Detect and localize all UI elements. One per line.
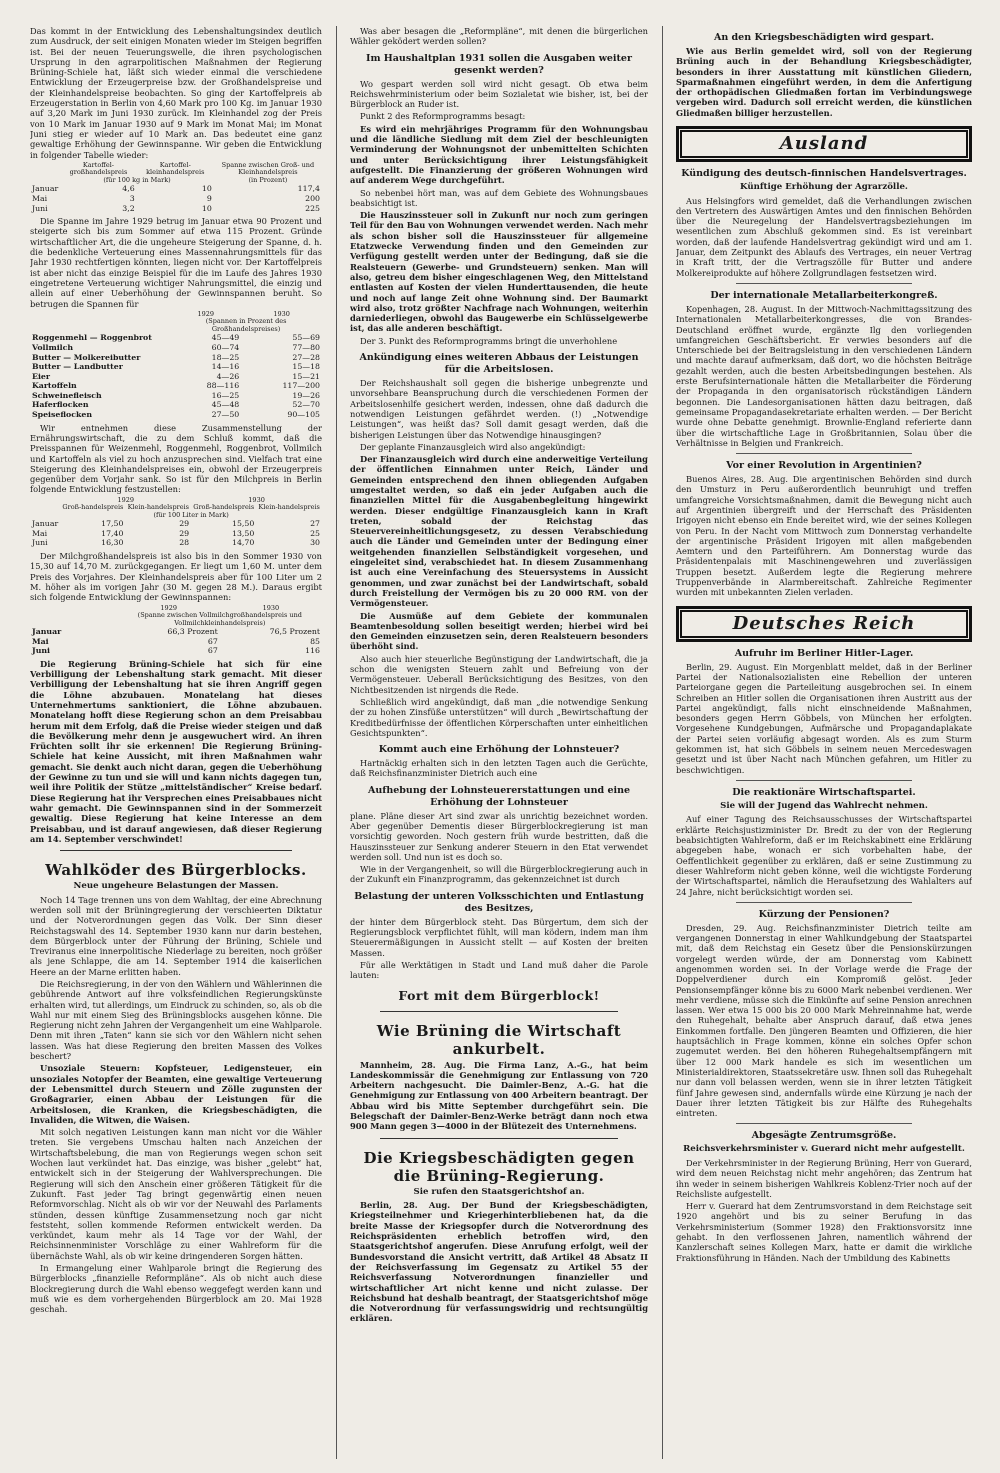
paragraph: Berlin, 28. Aug. Der Bund der Kriegsbeschädigten, Kriegsteilnehmer und Kriegerhinterbliebenen hat, da die breite Masse der Kriegsopfer durch die Notverordnung des Reichspräsidenten erheblich betroffen wird, den Staatsgerichtshof angerufen. Diese Anrufung erfolgt, weil der Bundesvorstand die Ansicht vertritt, daß Artikel 48 Absatz II der Reichsverfassung im Gegensatz zu Artikel 55 der Reichsverfassung Notverordnungen finanzieller und wirtschaftlicher Art nicht kenne und nicht zulasse. Der Reichsbund hat deshalb beantragt, der Staatsgerichtshof möge die Notverordnung für verfassungswidrig und rechtsungültig erklären.: [350, 1200, 648, 1324]
section-heading: Kündigung des deutsch-finnischen Handelsvertrages.: [681, 168, 967, 180]
divider: [736, 902, 912, 903]
paragraph: Die Ausmüße auf dem Gebiete der kommunalen Beamtenbesoldung sollen beseitigt werden; hierbei wird bei den Gemeinden einzusetzen sein, deren Realsteuern besonders überhöht sind.: [350, 610, 648, 652]
column-middle: [350, 26, 648, 1459]
paragraph: Für alle Werktätigen in Stadt und Land muß daher die Parole lauten:: [350, 959, 648, 981]
paragraph: Das kommt in der Entwicklung des Lebenshaltungsindex deutlich zum Ausdruck, der seit einigen Monaten wieder im Steigen begriffen ist. Bei der neuen Teuerungswelle, die ihren psychologischen Ursprung in den agrarpolitischen Maßnahmen der Regierung Brüning-Schiele hat, läßt sich wieder einmal die verschiedene Entwicklung der Erzeugerpreise bzw. der Großhandelspreise und der Kleinhandelspreise beobachten. So ging der Kartoffelpreis ab Erzeugerstation in Berlin von 4,60 Mark pro 100 Kg. im Januar 1930 auf 3,20 Mark im Juni 1930 zurück. Im Kleinhandel zog der Preis von 10 Mark im Januar 1930 auf 9 Mark im Monat Mai; im Monat Juni stieg er wieder auf 10 Mark an. Das bedeutet eine ganz gewaltige Erhöhung der Gewinnspanne. Wir geben die Entwicklung in folgender Tabelle wieder:: [30, 26, 322, 160]
column-rule: [662, 26, 663, 1459]
table-row: Kartoffeln 88—116 117—200: [32, 381, 320, 391]
table-header: Kartoffel-kleinhandelspreis: [146, 160, 205, 177]
table-row: Eier 4—26 15—21: [32, 371, 320, 381]
paragraph: Mannheim, 28. Aug. Die Firma Lanz, A.-G., hat beim Landeskommissär die Genehmigung zur Entlassung von 720 Arbeitern nachgesucht. Die Daimler-Benz, A.-G. hat die Genehmigung zur Entlassung von 400 Arbeitern beantragt. Der Abbau wird bis Mitte September durchgeführt sein. Die Belegschaft der Daimler-Benz-Werke beträgt dann noch etwa 900 Mann gegen 3—4000 in der Blütezeit des Unternehmens.: [350, 1059, 648, 1132]
section-heading: Im Haushaltplan 1931 sollen die Ausgaben weiter gesenkt werden?: [366, 52, 632, 76]
table-row: Schweinefleisch 16—25 19—26: [32, 390, 320, 400]
table-header: Groß-handelspreis: [62, 503, 124, 512]
paragraph: Die Reichsregierung, in der von den Wählern und Wählerinnen die gebührende Antwort auf ihre volksfeindlichen Regierungskünste erhalten wird, tut allerdings, um Eindruck zu schinden, so, als ob die Wahl nur mit einem Sieg des Brüningsblocks ausgehen könne. Die Regierung nicht zehn Jahren der Vergangenheit um eine Wahlparole. Denn mit ihren „Taten“ kann sie sich vor den Wählern nicht sehen lassen. Was hat diese Regierung den breiten Massen des Volkes beschert?: [30, 979, 322, 1062]
paragraph: Auf einer Tagung des Reichsausschusses der Wirtschaftspartei erklärte Reichsjustizminister Dr. Bredt zu der von der Regierung beabsichtigten Wahlreform, daß er im Reichskabinett eine Erklärung abgegeben habe, wonach er sich vorbehalten habe, der Oeffentlichkeit gegenüber zu erklären, daß er seine Zustimmung zu dieser Wahlreform nicht geben könne, weil die wichtigste Forderung der Wirtschaftspartei, nämlich die Heraufsetzung des Wahlalters auf 24 Jahre, nicht berücksichtigt worden sei.: [676, 814, 972, 897]
paragraph: Der Milchgroßhandelspreis ist also bis in den Sommer 1930 von 15,30 auf 14,70 M. zurückgegangen. Er liegt um 1,60 M. unter dem Preis des Vorjahres. Der Kleinhandelspreis aber für 100 Liter um 2 M. höher als im vorigen Jahr (30 M. gegen 28 M.). Daraus ergibt sich folgende Entwicklung der Gewinnspannen:: [30, 551, 322, 603]
paragraph: Wie in der Vergangenheit, so will die Bürgerblockregierung auch in der Zukunft ein Finanzprogramm, das gekennzeichnet ist durch: [350, 864, 648, 885]
divider: [60, 850, 292, 851]
article-subheadline: Sie will der Jugend das Wahlrecht nehmen.: [720, 800, 928, 811]
paragraph: Hartnäckig erhalten sich in den letzten Tagen auch die Gerüchte, daß Reichsfinanzminister Dietrich auch eine: [350, 758, 648, 779]
table-row: Butter — Molkereibutter 18—25 27—28: [32, 352, 320, 362]
section-heading: Vor einer Revolution in Argentinien?: [726, 460, 922, 472]
paragraph: Herr v. Guerard hat dem Zentrumsvorstand in dem Reichstage seit 1920 angehört und bis zu seiner Berufung in das Verkehrsministerium (Sommer 1928) den Fraktionsvorsitz inne gehabt. In den verflossenen Jahren, namentlich während der Kanzlerschaft seines Kollegen Marx, hatte er damit die wirkliche Fraktionsführung in Händen. Nach der Umbildung des Kabinetts: [676, 1201, 972, 1263]
table-unit: (in Prozent): [248, 175, 288, 184]
paragraph: Wir entnehmen diese Zusammenstellung der Ernährungswirtschaft, die zu dem Schluß kommt, daß die Preisspannen für Weizenmehl, Roggenmehl, Roggenbrot, Vollmilch und Kartoffeln als viel zu hoch anzusprechen sind. Vielfach trat eine Steigerung des Kleinhandelspreises ein, obwohl der Erzeugerpreis gegenüber dem Vorjahr sank. So ist für den Milchpreis in Berlin folgende Entwicklung festzustellen:: [30, 422, 322, 495]
table-unit: (Spannen in Prozent des Großhandelspreises): [205, 317, 287, 333]
paragraph: Punkt 2 des Reformprogramms besagt:: [360, 111, 526, 122]
paragraph: Es wird ein mehrjähriges Programm für den Wohnungsbau und die ländliche Siedlung mit dem Ziel der beschleunigten Verminderung der Wohnungsnot der unbemittelten Schichten und unter Berücksichtigung ihrer Leistungsfähigkeit aufgestellt. Die Finanzierung der größeren Wohnungen wird auf anderem Wege durchgeführt.: [350, 123, 648, 186]
article-headline: Wie Brüning die Wirtschaft ankurbelt.: [376, 1021, 622, 1058]
section-box-ausland: Ausland: [676, 126, 972, 162]
paragraph: In Ermangelung einer Wahlparole bringt die Regierung des Bürgerblocks „finanzielle Reformpläne“. Als ob nicht auch diese Blockregierung durch die Wahl ebenso weggefegt werden kann und muß wie es dem vorhergehenden Bürgerblock am 20. Mai 1928 geschah.: [30, 1263, 322, 1315]
table-header: 1929: [197, 309, 214, 318]
article-subheadline: Künftige Erhöhung der Agrarzölle.: [740, 182, 908, 193]
paragraph: plane. Pläne dieser Art sind zwar als unrichtig bezeichnet worden. Aber gegenüber Dementis dieser Bürgerblockregierung ist man vorsichtig geworden. Noch gestern früh wurde bestritten, daß die Hauszinssteuer zur Senkung anderer Steuern in den Etat verwendet werden soll. Und nun ist es doch so.: [350, 810, 648, 862]
table-row: Juni 67 116: [32, 646, 320, 656]
paragraph: Buenos Aires, 28. Aug. Die argentinischen Behörden sind durch den Umsturz in Peru außerordentlich beunruhigt und treffen umfangreiche Vorsichtsmaßnahmen, damit die Bewegung nicht auch auf Argentinien übergreift und der Herrschaft des Präsidenten Irigoyen nicht ebenso ein Ende bereitet wird, wie der seines Kollegen von Peru. In der Nacht vom Mittwoch zum Donnerstag verhandelte der argentinische Präsident Irigoyen mit allen maßgebenden Aemtern und den Parteiführern. Am Donnerstag wurde das Präsidentenpalais mit Maschinengewehren und zuverlässigen Truppen besetzt. Außerdem legte die Regierung mehrere Truppenverbände in Alarmbereitschaft. Zahlreiche Regimenter wurden mit unbekannten Zielen verladen.: [676, 474, 972, 598]
paragraph: Der Reichshaushalt soll gegen die bisherige unbegrenzte und unvorsehbare Beanspruchung durch die verschiedenen Formen der Arbeitslosenhilfe gesichert werden, indessen, ohne daß dadurch die notwendigen Leistungen gefährdet werden. (!) „Notwendige Leistungen“, was heißt das? Soll damit gesagt werden, daß die bisherigen Leistungen über das Notwendige hinausgingen?: [350, 378, 648, 440]
paragraph: Der Verkehrsminister in der Regierung Brüning, Herr von Guerard, wird dem neuen Reichstag nicht mehr angehören; das Zentrum hat ihn weder in seinem bisherigen Wahlkreis Koblenz-Trier noch auf der Reichsliste aufgestellt.: [676, 1157, 972, 1199]
table-row: Mai 17,40 29 13,50 25: [32, 528, 320, 538]
article-subheadline: Sie rufen den Staatsgerichtshof an.: [413, 1186, 585, 1197]
article-headline: Die Kriegsbeschädigten gegen die Brüning-Regierung.: [363, 1148, 635, 1185]
paragraph: Wo gespart werden soll wird nicht gesagt. Ob etwa beim Reichswehrministerium oder beim Sozialetat wie bisher, ist, bei der Bürgerblock an Ruder ist.: [350, 78, 648, 110]
article-subheadline: Reichsverkehrsminister v. Guerard nicht mehr aufgestellt.: [683, 1144, 965, 1155]
table-header: 1930: [273, 309, 290, 318]
table-header: 1930: [248, 495, 265, 504]
section-heading: Der internationale Metallarbeiterkongreß.: [710, 289, 938, 301]
table-row: Januar 17,50 29 15,50 27: [32, 519, 320, 529]
column-rule: [336, 26, 337, 1459]
paragraph: Der geplante Finanzausgleich wird also angekündigt:: [360, 441, 586, 452]
divider: [380, 1138, 618, 1139]
section-box-reich: Deutsches Reich: [676, 606, 972, 642]
paragraph: Die Hauszinssteuer soll in Zukunft nur noch zum geringen Teil für den Bau von Wohnungen verwendet werden. Nach mehr als schon bisher soll die Hauszinssteuer für allgemeine Etatzwecke Verwendung finden und den Gemeinden zur Verfügung gestellt werden unter der Bedingung, daß sie die Realsteuern (Gewerbe- und Grundsteuern) senken. Man will also, getreu dem bisher eingeschlagenen Weg, den Mittelstand entlasten auf Kosten der vielen Hunderttausenden, die heute und noch auf lange Zeit ohne Wohnung sind. Der Baumarkt wird also, trotz größter Nachfrage nach Wohnungen, weiterhin darniederliegen, obwohl das Baugewerbe ein Schlüsselgewerbe ist, das alle anderen beschäftigt.: [350, 210, 648, 334]
table-header: 1930: [262, 603, 280, 612]
column-right: [676, 26, 972, 1459]
table-row: Vollmilch 60—74 77—80: [32, 342, 320, 352]
section-heading: Kürzung der Pensionen?: [758, 908, 890, 920]
table-row: Butter — Landbutter 14—16 15—18: [32, 362, 320, 372]
divider: [736, 780, 912, 781]
paragraph: Dresden, 29. Aug. Reichsfinanzminister Dietrich teilte am vergangenen Donnerstag in einer Wahlkundgebung der Staatspartei mit, daß dem Reichstag ein Gesetz über die Pensionskürzungen vorgelegt werden würde, der am Donnerstag vom Kabinett angenommen worden sei. In der Vorlage werde die Frage der Doppelverdiener durch ein Kompromiß gelöst. Jeder Pensionsempfänger könne bis zu 6000 Mark nebenbei verdienen. Wer mehr verdiene, müsse sich die Einkünfte auf seine Pension anrechnen lassen. Wer etwa 15 000 bis 20 000 Mark Mehreinnahme hat, werde den Ruhegehalt, behalte aber Anspruch darauf, daß etwa jenes Einkommen fortfalle. Den jüngeren Beamten und Offizieren, die hier hauptsächlich in Frage kommen, könne ein solches Opfer schon zugemutet werden. Bei den höheren Ruhegehaltsempfängern mit über 12 000 Mark handele es sich im wesentlichen um Ministerialdirektoren, Staatssekretäre usw. Ihnen soll das Ruhegehalt nur dann voll belassen werden, wenn sie in ihrer letzten Tätigkeit fünf Jahre gewesen sind, andernfalls würde eine Kürzung je nach der Dauer ihrer letzten Tätigkeit bis zur Hälfte des Ruhegehalts eintreten.: [676, 922, 972, 1119]
table-header: Spanne zwischen Groß- und Kleinhandelspreis: [221, 160, 315, 177]
table-unit: (Spanne zwischen Vollmilchgroßhandelspreis und Vollmilchkleinhandelspreis): [137, 611, 302, 627]
milk-price-table: [30, 497, 322, 548]
table-row: Mai 67 85: [32, 636, 320, 646]
paragraph: Die Regierung Brüning-Schiele hat sich für eine Verbilligung der Lebenshaltung stark gemacht. Mit dieser Verbilligung der Lebenshaltung hat sie ihren Angriff gegen die Löhne abzubauen. Monatelang hat dieses Unternehmertums sanktioniert, die Löhne abzubauen. Monatelang hofft diese Regierung schon an dem Preisabbau herum mit dem Erfolg, daß die Preise wieder steigen und daß die Bevölkerung mehr denn je ausgewuchert wird. An ihren Früchten sollt ihr sie erkennen! Die Regierung Brüning-Schiele hat keine Aussicht, mit ihren Maßnahmen wahr gemacht. Sie denkt auch nicht daran, gegen die Ueberhöhung der Gewinne zu tun und sie will und kann nichts dagegen tun, weil ihre Politik der Stütze „mittelständischer“ Kreise bedarf. Diese Regierung hat ihr Versprechen eines Preisabbaues nicht wahr gemacht. Die Gewinnspannen sind in der Sommerzeit gewaltig. Diese Regierung hat keine Interesse an dem Preisabbau, und ist darauf angewiesen, daß dieser Regierung am 14. September verschwindet!: [30, 658, 322, 844]
paragraph: Der 3. Punkt des Reformprogramms bringt die unverhohlene: [360, 335, 618, 346]
table-row: Juni 16,30 28 14,70 30: [32, 538, 320, 548]
margin-table: [30, 311, 322, 420]
column-left: [30, 26, 322, 1459]
paragraph: So nebenbei hört man, was auf dem Gebiete des Wohnungsbaues beabsichtigt ist.: [350, 187, 648, 208]
article-headline: Wahlköder des Bürgerblocks.: [45, 861, 307, 880]
article-subheadline: Neue ungeheure Belastungen der Massen.: [73, 881, 279, 892]
divider: [380, 1011, 618, 1012]
divider: [736, 283, 912, 284]
table-header: Groß-handelspreis: [193, 503, 255, 512]
table-row: Januar 4,6 10 117,4: [32, 184, 320, 194]
slogan: Fort mit dem Bürgerblock!: [398, 987, 600, 1003]
table-row: Roggenmehl — Roggenbrot 45—49 55—69: [32, 333, 320, 343]
paragraph: Unsoziale Steuern: Kopfsteuer, Ledigensteuer, ein unsoziales Notopfer der Beamten, eine gewaltige Verteuerung der Lebensmittel durch Steuern und Zölle zugunsten der Großagrarier, einen Abbau der Leistungen für die Arbeitslosen, die Kranken, die Kriegsbeschädigten, die Invaliden, die Witwen, die Waisen.: [30, 1063, 322, 1125]
paragraph: Der Finanzausgleich wird durch eine anderweitige Verteilung der öffentlichen Einnahmen unter Reich, Länder und Gemeinden entsprechend den ihnen obliegenden Aufgaben umgestaltet werden, so daß ein jeder Aufgaben auch die finanziellen Mittel für die Ausgabenbegleitung hingewirkt werden. Dieser endgültige Finanzausgleich kann in Kraft treten, sobald der Reichstag das Steuervereinheitlichungsgesetz, zu dessen Verabschiedung auch die Länder und Gemeinden unter der Bedingung einer weitgehenden finanziellen Selbständigkeit vorgesehen, und eingeleitet sind, verabschiedet hat. In diesem Zusammenhang ist auch eine Vereinfachung des Steuersystems in Aussicht genommen, und zwar zunächst bei der Landwirtschaft, sobald durch Freistellung der Vermögen bis zu 20 000 RM. von der Vermögensteuer.: [350, 454, 648, 609]
paragraph: Aus Helsingfors wird gemeldet, daß die Verhandlungen zwischen den Vertretern des Auswärtigen Amtes und den finnischen Behörden über die Neuregelung der Handelsvertragsbeziehungen im wesentlichen zum Abschluß gekommen sind. Es ist vereinbart worden, daß der laufende Handelsvertrag gekündigt wird und am 1. Januar, dem Zeitpunkt des Ablaufs des Vertrages, ein neuer Vertrag in Kraft tritt, der die Vertragszölle für Butter und andere Molkereiprodukte auf höhere Zollgrundlagen festsetzen wird.: [676, 195, 972, 278]
paragraph: Wie aus Berlin gemeldet wird, soll von der Regierung Brüning auch in der Behandlung Kriegsbeschädigter, besonders in ihrer Ausstattung mit künstlichen Gliedern, Sparmaßnahmen eingeführt werden, in dem die Anfertigung der orthopädischen Gliedmaßen fortan im Verbindungswege vergeben wird. Dadurch soll erreicht werden, die künstlichen Gliedmaßen billiger herzustellen.: [676, 46, 972, 118]
paragraph: Kopenhagen, 28. August. In der Mittwoch-Nachmittagssitzung des Internationalen Metallarbeiterkongresses, die von Brandes-Deutschland eröffnet wurde, ergänzte Ilg den vorliegenden umfangreichen Geschäftsbericht. Er verwies besonders auf die Unterschiede bei der Beitragsleistung in den verschiedenen Ländern und machte darauf aufmerksam, daß dort, wo die höchsten Beiträge gezahlt werden, auch die besten Arbeitsbedingungen bestehen. Als erste Berufsinternationale hätten die Metallarbeiter die Förderung der Propaganda in den organisatorisch rückständigen Ländern begonnen. Die Landesorganisationen hätten dazu beitragen, daß gemeinsame Propagandasekretariate erhalten werden. — Der Bericht wurde ohne Debatte genehmigt. Brownlie-England referierte dann über die wirtschaftliche Lage in Großbritannien, Solau über die Verhältnisse in Belgien und Frankreich.: [676, 303, 972, 448]
milk-margin-table: [30, 605, 322, 656]
table-header: 1929: [160, 603, 177, 612]
divider: [736, 453, 912, 454]
section-heading: Aufruhr im Berliner Hitler-Lager.: [734, 647, 914, 659]
paragraph: der hinter dem Bürgerblock steht. Das Bürgertum, dem sich der Regierungsblock verpflichtet fühlt, will man ködern, indem man ihm Steuerermäßigungen in Aussicht stellt — auf Kosten der breiten Massen.: [350, 916, 648, 958]
section-heading: Ankündigung eines weiteren Abbaus der Leistungen für die Arbeitslosen.: [359, 352, 639, 376]
table-row: Juni 3,2 10 225: [32, 203, 320, 213]
table-row: Speiseflocken 27—50 90—105: [32, 410, 320, 420]
potato-price-table: [30, 162, 322, 213]
table-unit: (für 100 Liter in Mark): [153, 510, 229, 519]
paragraph: Mit solch negativen Leistungen kann man nicht vor die Wähler treten. Sie vergebens Umschau halten nach Anzeichen der Wirtschaftsbelebung, die man von Regierungs wegen schon seit Wochen laut verkündet hat. Das einzige, was bisher „gelebt“ hat, entwickelt sich in der Steigerung der Wahlversprechungen. Die Regierung will sich den Anschein einer größeren Tätigkeit für die Zukunft. Fast jeder Tag bringt gegenwärtig einen neuen Reformvorschlag. Nicht als ob wir vor der Neuwahl des Parlaments stünden, dessen künftige Zusammensetzung noch gar nicht feststeht, sollen kommende Reformen entwickelt werden. Da verkündet, kaum mehr als 14 Tage vor der Wahl, der Reichsinnenminister Vorschläge zu einer Wahlreform für die übernächste Wahl, als ob wir keine dringenderen Sorgen hätten.: [30, 1127, 322, 1261]
table-row: Haferflocken 45—48 52—70: [32, 400, 320, 410]
section-heading: Kommt auch eine Erhöhung der Lohnsteuer?: [378, 744, 620, 756]
paragraph: Also auch hier steuerliche Begünstigung der Landwirtschaft, die ja schon die wenigsten Steuern zahlt und Befreiung von der Vermögensteuer. Ueberall Berücksichtigung des Besitzes, von den Nichtbesitzenden ist nirgends die Rede.: [350, 653, 648, 695]
paragraph: Was aber besagen die „Reformpläne“, mit denen die bürgerlichen Wähler geködert werden sollen?: [350, 26, 648, 47]
section-heading: Die reaktionäre Wirtschaftspartei.: [732, 786, 916, 798]
section-heading: Abgesägte Zentrumsgröße.: [751, 1130, 897, 1142]
paragraph: Die Spanne im Jahre 1929 betrug im Januar etwa 90 Prozent und steigerte sich bis zum Sommer auf etwa 115 Prozent. Gründe wirtschaftlicher Art, die die ungeheure Steigerung der Spanne, d. h. die bedenkliche Verteuerung eines Massennahrungsmittels für das Jahr 1930 rechtfertigen könnten, liegen nicht vor. Der Kartoffelpreis ist aber nicht das einzige Beispiel für die im Laufe des Jahres 1930 eingetretene Verteuerung wichtiger Nahrungsmittel, die einzig und allein auf einer Ueberhöhung der Gewinnspannen beruht. So betrugen die Spannen für: [30, 216, 322, 309]
paragraph: Schließlich wird angekündigt, daß man „die notwendige Senkung der zu hohen Zinsfüße unterstützen“ will durch „Bewirtschaftung der Kreditbedürfnisse der öffentlichen Körperschaften unter einheitlichen Gesichtspunkten“.: [350, 696, 648, 738]
section-heading: An den Kriegsbeschädigten wird gespart.: [713, 32, 935, 43]
section-heading: Belastung der unteren Volksschichten und Entlastung des Besitzes,: [354, 890, 644, 914]
table-header: Klein-handelspreis: [127, 503, 190, 512]
divider: [736, 1123, 912, 1124]
table-header: Kartoffel-großhandelspreis: [69, 160, 128, 177]
table-row: Mai 3 9 200: [32, 193, 320, 203]
paragraph: Noch 14 Tage trennen uns von dem Wahltag, der eine Abrechnung werden soll mit der Brüningregierung der verschieerten Diktatur und der Notverordnungen gegen das Volk. Der Sinn dieser Reichstagswahl des 14. September 1930 kann nur darin bestehen, dem Bürgerblock unter der Führung der Brüning, Schiele und Treviranus eine innerpolitische Niederlage zu bereiten, noch größer als jene Schlappe, die am 14. September 1914 die kaiserlichen Heere an der Marne erlitten haben.: [30, 894, 322, 977]
table-unit: (für 100 kg in Mark): [103, 175, 171, 184]
table-header: Klein-handelspreis: [258, 503, 320, 512]
paragraph: Berlin, 29. August. Ein Morgenblatt meldet, daß in der Berliner Partei der Nationalsozialisten eine Rebellion der unteren Parteiorgane gegen die Parteileitung ausgebrochen sei. In einem Schreiben an Hitler sollen die Organisationen ihren Austritt aus der Partei angekündigt, falls nicht einschneidende Maßnahmen, besonders gegen Herrn Göbbels, von München her erfolgten. Vorgesehene Kundgebungen, Aufmärsche und Propagandaplakate der Partei seien vorläufig abgesagt worden. Als es zum Sturm gekommen ist, hat sich Göbbels in seinem neuen Mercedeswagen gesetzt und ist über Nacht nach München gefahren, um Hitler zu beschwichtigen.: [676, 661, 972, 775]
section-heading: Aufhebung der Lohnsteuererstattungen und eine Erhöhung der Lohnsteuer: [367, 784, 631, 808]
table-row: Januar 66,3 Prozent 76,5 Prozent: [32, 627, 320, 636]
table-header: 1929: [117, 495, 134, 504]
